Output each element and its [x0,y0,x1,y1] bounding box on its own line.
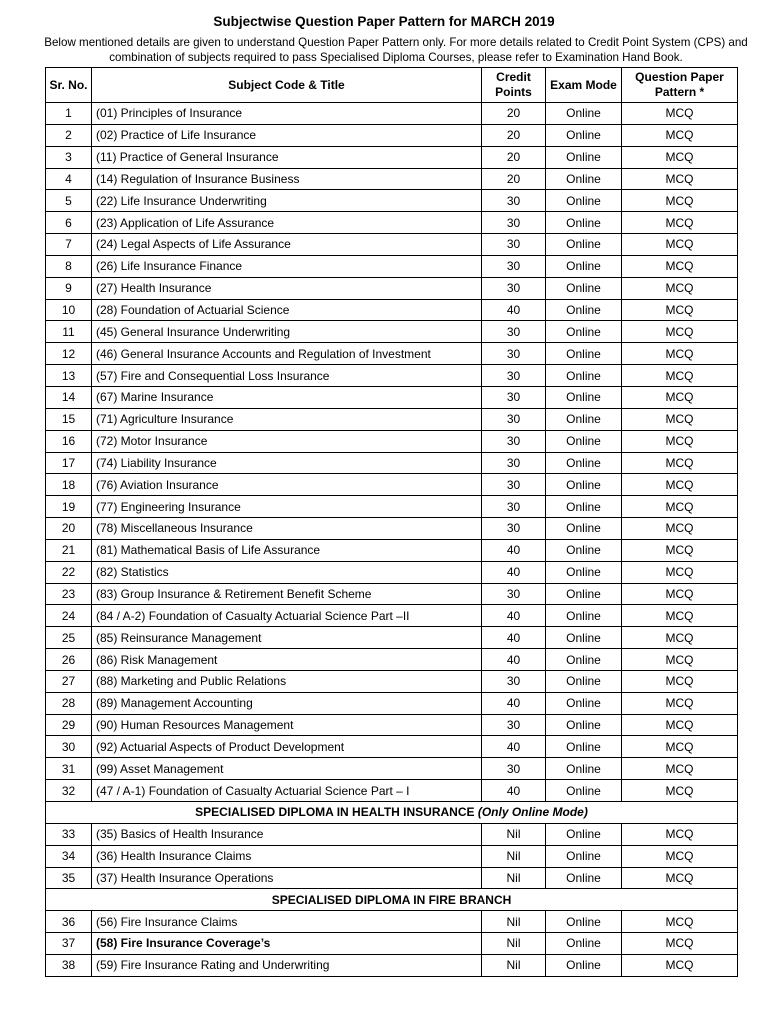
pattern-cell: MCQ [622,386,738,408]
sr-no-cell: 15 [46,408,92,430]
pattern-cell: MCQ [622,605,738,627]
exam-mode-cell: Online [546,386,622,408]
sr-no-cell: 31 [46,758,92,780]
exam-mode-cell: Online [546,780,622,802]
credit-points-cell: 30 [482,758,546,780]
pattern-cell: MCQ [622,867,738,889]
sr-no-cell: 2 [46,124,92,146]
pattern-cell: MCQ [622,103,738,125]
page-title: Subjectwise Question Paper Pattern for MARCH 2019 [213,14,555,29]
table-row [46,212,738,234]
table-row [46,190,738,212]
table-row [46,430,738,452]
credit-points-cell: Nil [482,845,546,867]
pattern-cell: MCQ [622,714,738,736]
pattern-cell: MCQ [622,452,738,474]
credit-points-cell: 30 [482,321,546,343]
pattern-cell: MCQ [622,845,738,867]
header-sr-no: Sr. No. [46,68,92,103]
sr-no-cell: 37 [46,933,92,955]
subject-cell: (27) Health Insurance [92,277,482,299]
subject-cell: (02) Practice of Life Insurance [92,124,482,146]
pattern-cell: MCQ [622,234,738,256]
table-row [46,277,738,299]
subject-cell: (82) Statistics [92,561,482,583]
sr-no-cell: 24 [46,605,92,627]
exam-mode-cell: Online [546,670,622,692]
sr-no-cell: 13 [46,365,92,387]
pattern-cell: MCQ [622,518,738,540]
table-row [46,539,738,561]
exam-mode-cell: Online [546,649,622,671]
credit-points-cell: 40 [482,299,546,321]
credit-points-cell: Nil [482,823,546,845]
sr-no-cell: 28 [46,692,92,714]
table-row [46,714,738,736]
table-row [46,124,738,146]
table-row [46,146,738,168]
exam-mode-cell: Online [546,518,622,540]
credit-points-cell: 30 [482,277,546,299]
credit-points-cell: 30 [482,714,546,736]
credit-points-cell: 20 [482,168,546,190]
credit-points-cell: Nil [482,867,546,889]
pattern-cell: MCQ [622,692,738,714]
exam-mode-cell: Online [546,583,622,605]
pattern-cell: MCQ [622,539,738,561]
exam-mode-cell: Online [546,692,622,714]
table-row [46,867,738,889]
exam-mode-cell: Online [546,561,622,583]
subject-cell: (11) Practice of General Insurance [92,146,482,168]
table-row [46,823,738,845]
exam-mode-cell: Online [546,212,622,234]
exam-mode-cell: Online [546,539,622,561]
sr-no-cell: 30 [46,736,92,758]
section-title-text: SPECIALISED DIPLOMA IN HEALTH INSURANCE [195,805,475,820]
subject-cell: (72) Motor Insurance [92,430,482,452]
subject-cell: (89) Management Accounting [92,692,482,714]
sr-no-cell: 29 [46,714,92,736]
pattern-cell: MCQ [622,954,738,976]
sr-no-cell: 34 [46,845,92,867]
table-row [46,234,738,256]
pattern-cell: MCQ [622,670,738,692]
sr-no-cell: 25 [46,627,92,649]
pattern-cell: MCQ [622,168,738,190]
sr-no-cell: 38 [46,954,92,976]
pattern-cell: MCQ [622,255,738,277]
pattern-cell: MCQ [622,430,738,452]
credit-points-cell: 40 [482,649,546,671]
credit-points-cell: 30 [482,670,546,692]
exam-mode-cell: Online [546,933,622,955]
credit-points-cell: 30 [482,408,546,430]
table-row [46,670,738,692]
pattern-cell: MCQ [622,190,738,212]
credit-points-cell: Nil [482,954,546,976]
exam-mode-cell: Online [546,430,622,452]
exam-mode-cell: Online [546,277,622,299]
exam-mode-cell: Online [546,714,622,736]
table-row [46,408,738,430]
credit-points-cell: 20 [482,146,546,168]
subject-cell: (28) Foundation of Actuarial Science [92,299,482,321]
table-row [46,365,738,387]
exam-mode-cell: Online [546,452,622,474]
subject-cell: (88) Marketing and Public Relations [92,670,482,692]
credit-points-cell: 30 [482,365,546,387]
table-header-row [46,68,738,103]
credit-points-cell: 40 [482,736,546,758]
exam-mode-cell: Online [546,190,622,212]
sr-no-cell: 36 [46,911,92,933]
table-row [46,386,738,408]
section-health-insurance-title [46,802,738,824]
section-fire-branch-title [46,889,738,911]
table-row [46,605,738,627]
subject-cell: (92) Actuarial Aspects of Product Development [92,736,482,758]
table-row [46,168,738,190]
pattern-cell: MCQ [622,365,738,387]
credit-points-cell: 30 [482,452,546,474]
exam-mode-cell: Online [546,758,622,780]
table-row [46,692,738,714]
subject-cell: (59) Fire Insurance Rating and Underwriting [92,954,482,976]
sr-no-cell: 33 [46,823,92,845]
subject-cell: (23) Application of Life Assurance [92,212,482,234]
subject-cell: (37) Health Insurance Operations [92,867,482,889]
header-subject: Subject Code & Title [92,68,482,103]
subject-cell: (85) Reinsurance Management [92,627,482,649]
credit-points-cell: 20 [482,103,546,125]
sr-no-cell: 17 [46,452,92,474]
exam-mode-cell: Online [546,299,622,321]
exam-mode-cell: Online [546,954,622,976]
sr-no-cell: 7 [46,234,92,256]
exam-mode-cell: Online [546,168,622,190]
table-row [46,518,738,540]
table-row [46,343,738,365]
exam-mode-cell: Online [546,146,622,168]
exam-mode-cell: Online [546,627,622,649]
credit-points-cell: Nil [482,933,546,955]
sr-no-cell: 35 [46,867,92,889]
subject-cell: (67) Marine Insurance [92,386,482,408]
table-row [46,954,738,976]
subject-cell: (56) Fire Insurance Claims [92,911,482,933]
table-row [46,561,738,583]
pattern-cell: MCQ [622,561,738,583]
credit-points-cell: 30 [482,518,546,540]
subject-cell: (78) Miscellaneous Insurance [92,518,482,540]
credit-points-cell: 30 [482,234,546,256]
subject-cell: (86) Risk Management [92,649,482,671]
pattern-cell: MCQ [622,758,738,780]
pattern-cell: MCQ [622,343,738,365]
credit-points-cell: 30 [482,496,546,518]
table-row [46,780,738,802]
credit-points-cell: 30 [482,474,546,496]
credit-points-cell: 30 [482,212,546,234]
pattern-cell: MCQ [622,146,738,168]
exam-mode-cell: Online [546,365,622,387]
credit-points-cell: 40 [482,605,546,627]
exam-mode-cell: Online [546,736,622,758]
sr-no-cell: 3 [46,146,92,168]
credit-points-cell: 20 [482,124,546,146]
header-question-pattern: Question Paper Pattern * [622,68,738,103]
credit-points-cell: 40 [482,692,546,714]
sr-no-cell: 27 [46,670,92,692]
pattern-cell: MCQ [622,124,738,146]
subject-cell: (35) Basics of Health Insurance [92,823,482,845]
subject-cell: (24) Legal Aspects of Life Assurance [92,234,482,256]
sr-no-cell: 22 [46,561,92,583]
table-row [46,627,738,649]
exam-mode-cell: Online [546,474,622,496]
table-row [46,911,738,933]
pattern-cell: MCQ [622,933,738,955]
table-row [46,583,738,605]
sr-no-cell: 20 [46,518,92,540]
pattern-cell: MCQ [622,474,738,496]
subject-cell: (90) Human Resources Management [92,714,482,736]
table-row [46,933,738,955]
table-row [46,299,738,321]
pattern-cell: MCQ [622,212,738,234]
exam-mode-cell: Online [546,496,622,518]
subject-cell: (84 / A-2) Foundation of Casualty Actuarial Science Part –II [92,605,482,627]
credit-points-cell: 30 [482,386,546,408]
table-row [46,255,738,277]
sr-no-cell: 32 [46,780,92,802]
pattern-cell: MCQ [622,911,738,933]
subject-cell: (45) General Insurance Underwriting [92,321,482,343]
table-row [46,452,738,474]
pattern-cell: MCQ [622,321,738,343]
exam-mode-cell: Online [546,103,622,125]
sr-no-cell: 9 [46,277,92,299]
subject-cell: (57) Fire and Consequential Loss Insurance [92,365,482,387]
table-row [46,649,738,671]
credit-points-cell: 30 [482,583,546,605]
subject-cell: (76) Aviation Insurance [92,474,482,496]
pattern-cell: MCQ [622,583,738,605]
header-exam-mode: Exam Mode [546,68,622,103]
section-note: (Only Online Mode) [477,805,588,820]
table-row [46,474,738,496]
subject-cell: (36) Health Insurance Claims [92,845,482,867]
subject-cell: (99) Asset Management [92,758,482,780]
sr-no-cell: 21 [46,539,92,561]
credit-points-cell: 40 [482,539,546,561]
exam-mode-cell: Online [546,867,622,889]
table-row [46,845,738,867]
credit-points-cell: 30 [482,343,546,365]
credit-points-cell: 30 [482,430,546,452]
pattern-cell: MCQ [622,780,738,802]
pattern-cell: MCQ [622,299,738,321]
subject-cell: (46) General Insurance Accounts and Regulation of Investment [92,343,482,365]
exam-mode-cell: Online [546,255,622,277]
table-row [46,736,738,758]
exam-mode-cell: Online [546,124,622,146]
credit-points-cell: 30 [482,255,546,277]
subject-cell: (83) Group Insurance & Retirement Benefit Scheme [92,583,482,605]
exam-mode-cell: Online [546,845,622,867]
credit-points-cell: Nil [482,911,546,933]
table-row [46,496,738,518]
pattern-cell: MCQ [622,627,738,649]
subject-cell: (71) Agriculture Insurance [92,408,482,430]
exam-mode-cell: Online [546,343,622,365]
table-body [46,103,738,977]
pattern-cell: MCQ [622,649,738,671]
sr-no-cell: 10 [46,299,92,321]
sr-no-cell: 6 [46,212,92,234]
sr-no-cell: 11 [46,321,92,343]
sr-no-cell: 8 [46,255,92,277]
exam-mode-cell: Online [546,234,622,256]
sr-no-cell: 16 [46,430,92,452]
subject-cell: (77) Engineering Insurance [92,496,482,518]
section-fire-branch [46,889,738,911]
credit-points-cell: 30 [482,190,546,212]
pattern-cell: MCQ [622,277,738,299]
sr-no-cell: 12 [46,343,92,365]
sr-no-cell: 14 [46,386,92,408]
header-credit-points: Credit Points [482,68,546,103]
exam-mode-cell: Online [546,911,622,933]
sr-no-cell: 1 [46,103,92,125]
exam-mode-cell: Online [546,408,622,430]
section-title-text: SPECIALISED DIPLOMA IN FIRE BRANCH [271,892,512,907]
table-row [46,103,738,125]
subject-cell: (01) Principles of Insurance [92,103,482,125]
section-health-insurance [46,802,738,824]
pattern-cell: MCQ [622,823,738,845]
credit-points-cell: 40 [482,561,546,583]
pattern-cell: MCQ [622,408,738,430]
sr-no-cell: 19 [46,496,92,518]
sr-no-cell: 5 [46,190,92,212]
exam-mode-cell: Online [546,321,622,343]
subject-cell: (22) Life Insurance Underwriting [92,190,482,212]
sr-no-cell: 4 [46,168,92,190]
credit-points-cell: 40 [482,780,546,802]
credit-points-cell: 40 [482,627,546,649]
pattern-cell: MCQ [622,736,738,758]
sr-no-cell: 26 [46,649,92,671]
exam-mode-cell: Online [546,823,622,845]
exam-mode-cell: Online [546,605,622,627]
subject-cell: (58) Fire Insurance Coverage’s [92,933,482,955]
subject-cell: (74) Liability Insurance [92,452,482,474]
subject-cell: (26) Life Insurance Finance [92,255,482,277]
table-row [46,758,738,780]
sr-no-cell: 18 [46,474,92,496]
intro-text: Below mentioned details are given to understand Question Paper Pattern only. For more details related to Credit Point System (CPS) and combination of subjects required to pass Specialised Diploma Courses, please refer to Examination Hand Book. [44,36,748,64]
sr-no-cell: 23 [46,583,92,605]
table-row [46,321,738,343]
subject-cell: (81) Mathematical Basis of Life Assurance [92,539,482,561]
subject-cell: (47 / A-1) Foundation of Casualty Actuarial Science Part – I [92,780,482,802]
question-paper-table [45,67,738,977]
pattern-cell: MCQ [622,496,738,518]
subject-cell: (14) Regulation of Insurance Business [92,168,482,190]
